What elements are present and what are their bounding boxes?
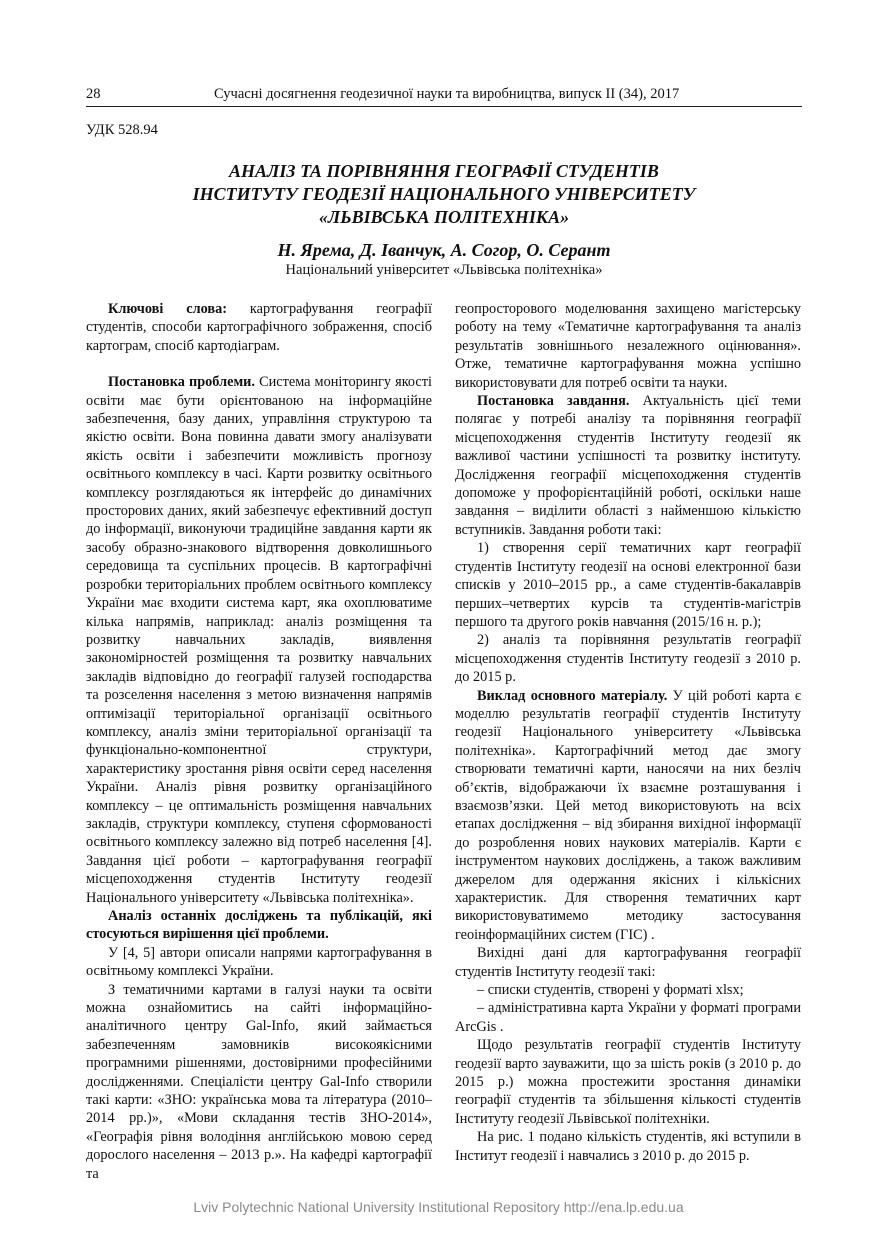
title-line-1: АНАЛІЗ ТА ПОРІВНЯННЯ ГЕОГРАФІЇ СТУДЕНТІВ — [229, 161, 659, 181]
problem-text: Система моніторингу якості освіти має бути орієнтованою на інформаційне забезпечення, базу даних, управління структурою та якістю освіти. Вона повинна давати змогу аналізувати якість освіти і забезпечити можливість прогнозу освітнього комплексу в часі. Карти розвитку освітнього комплексу розглядаються як інтерфейс до динамічних просторових даних, який забезпечує ефективний доступ до інформації, виконуючи традиційне завдання карти як засобу образно-знакового відтворення довколишнього середовища та суспільних процесів. В картографічні розробки територіальних проблем освітнього комплексу України має входити система карт, яка охоплюватиме кілька напрямів, наприклад: аналіз розміщення та розвитку навчальних закладів, виявлення закономірностей розміщення та розвитку навчальних закладів відповідно до географії галузей господарства та розселення населення з метою визначення напрямів оптимізації територіальної організації освітнього комплексу, аналіз зміни територіальної організації та функціонально-компонентної структури, характеристику зростання рівня освіти серед населення України. Аналіз рівня розвитку організаційного комплексу – це оптимальність розміщення навчальних закладів, структури комплексу, ступеня сформованості освітнього комплексу залежно від потреб населення [4]. Завдання цієї роботи – картографування географії місцепоходження студентів Інституту геодезії Національного університету «Львівська політехніка». — [86, 374, 432, 906]
keywords-label: Ключові слова: — [108, 301, 228, 317]
journal-title: Сучасні досягнення геодезичної науки та виробництва, випуск II (34), 2017 — [214, 86, 680, 102]
input-intro: Вихідні дані для картографування географії студентів Інституту геодезії такі: — [455, 945, 801, 980]
problem-label: Постановка проблеми. — [108, 374, 255, 391]
keywords-paragraph — [86, 300, 432, 355]
task-text: Актуальність цієї теми полягає у потребі аналізу та порівняння географії місцепоходження студентів Інституту геодезії як важливої частини успішності та розвитку інституту. Дослідження географії місцепоходження студентів допоможе у профорієнтаційній роботі, оскільки наше завдання – виділити області з найменшою кількістю вступників. Завдання роботи такі: — [455, 393, 801, 538]
analysis-heading: Аналіз останніх досліджень та публікацій, які стосуються вирішення цієї проблеми. — [86, 908, 432, 943]
results-paragraph: Щодо результатів географії студентів Інституту геодезії варто зауважити, що за шість років (з 2010 р. до 2015 р.) можна простежити зростання динаміки географії студентів та збільшення кількості студентів Інституту геодезії Львівської політехніки. — [455, 1037, 801, 1127]
main-text: У цій роботі карта є моделлю результатів географії студентів Інституту геодезії Національного університету «Львівська політехніка». Картографічний метод дає змогу створювати тематичні карти, наносячи на них безліч об’єктів, відображаючи їх взаємне розташування і взаємозв’язки. Цей метод використовують на всіх етапах дослідження – від збирання вихідної інформації до розроблення нових наукових матеріалів. Карти є інструментом наукових досліджень, а також важливим джерелом для одержання якісних і кількісних характеристик. Для створення тематичних карт використовуватимемо методику застосування геоінформаційних систем (ГІС) . — [455, 687, 801, 943]
analysis-paragraph-1: У [4, 5] автори описали напрями картографування в освітньому комплексі України. — [86, 944, 432, 980]
task-item-2: 2) аналіз та порівняння результатів географії місцепоходження студентів Інституту геодезії з 2010 р. до 2015 р. — [455, 632, 801, 686]
page-number: 28 — [86, 86, 101, 102]
udc-code: УДК 528.94 — [86, 122, 158, 138]
left-column — [86, 300, 432, 1183]
authors: Н. Ярема, Д. Іванчук, А. Согор, О. Серант — [277, 240, 611, 260]
article-title — [86, 160, 802, 229]
main-paragraph — [455, 687, 801, 945]
title-line-3: «ЛЬВІВСЬКА ПОЛІТЕХНІКА» — [318, 207, 570, 227]
task-item-1: 1) створення серії тематичних карт географії студентів Інституту геодезії на основі електронної бази списків у 2010–2015 рр., а саме студентів-бакалаврів перших–четвертих курсів та студентів-магістрів першого та другого років навчання (2015/16 н. р.); — [455, 540, 801, 630]
keywords-text: картографування географії студентів, способи картографічного зображення, спосіб картограм, спосіб картодіаграм. — [86, 301, 432, 354]
continued-paragraph: геопросторового моделювання захищено магістерську роботу на тему «Тематичне картографування та аналіз результатів зовнішнього незалежного оцінювання». Отже, тематичне картографування можна успішно використовувати для потреб освіти та науки. — [455, 301, 801, 391]
figure-reference-paragraph: На рис. 1 подано кількість студентів, які вступили в Інститут геодезії і навчались з 2010 р. до 2015 р. — [455, 1129, 801, 1164]
analysis-paragraph-2: З тематичними картами в галузі науки та освіти можна ознайомитись на сайті інформаційно-аналітичного центру Gal-Info, який займається забезпеченням замовників високоякісними програмними рішеннями, достовірними професійними дослідженнями. Спеціалісти центру Gal-Info створили такі карти: «ЗНО: українська мова та література (2010–2014 рр.)», «Мови складання тестів ЗНО-2014», «Географія рівня володіння англійською мовою серед дорослого населення – 2013 р.». На кафедрі картографії та — [86, 981, 432, 1182]
main-label: Виклад основного матеріалу. — [477, 687, 668, 704]
problem-paragraph — [86, 373, 432, 907]
input-item-2: – адміністративна карта України у форматі програми ArcGis . — [455, 1000, 801, 1035]
right-column — [455, 300, 801, 1165]
repository-footer: Lviv Polytechnic National University Institutional Repository http://ena.lp.edu.ua — [193, 1199, 684, 1215]
task-label: Постановка завдання. — [477, 393, 630, 410]
task-paragraph — [455, 392, 801, 539]
running-header — [86, 86, 802, 107]
affiliation: Національний університет «Львівська політехніка» — [285, 262, 603, 278]
input-item-1: – списки студентів, створені у форматі xlsx; — [477, 982, 744, 999]
title-line-2: ІНСТИТУТУ ГЕОДЕЗІЇ НАЦІОНАЛЬНОГО УНІВЕРСИТЕТУ — [192, 184, 696, 204]
